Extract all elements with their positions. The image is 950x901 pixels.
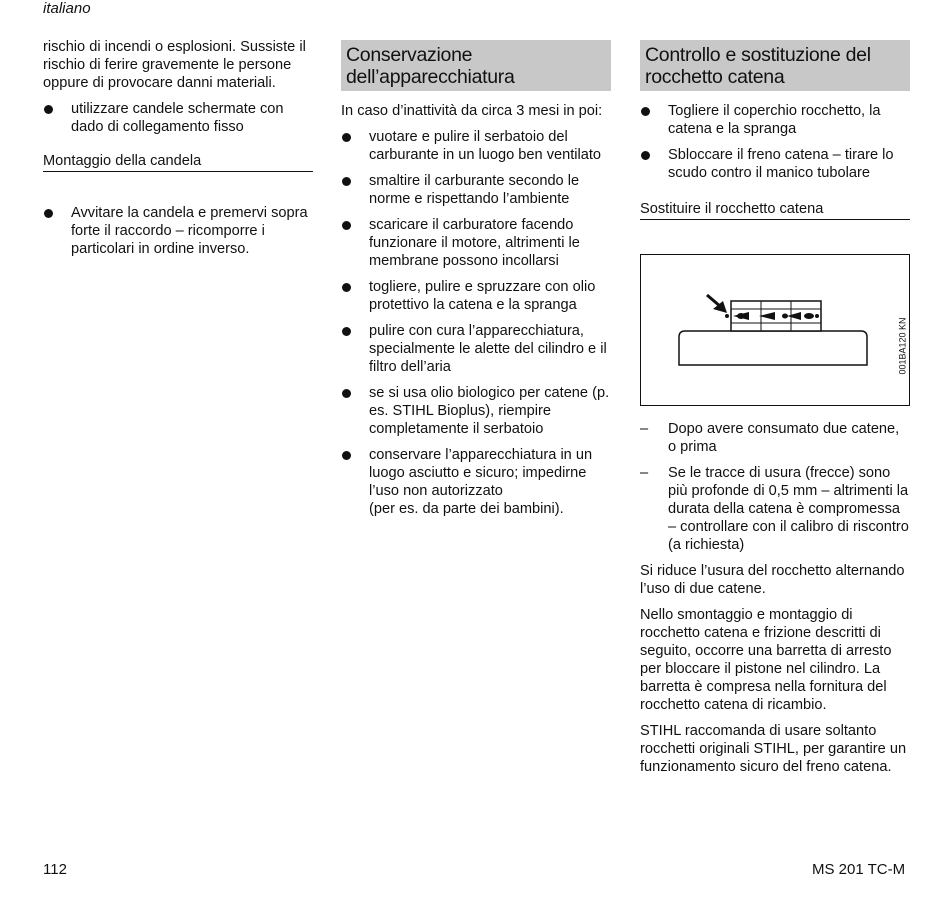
list-item: Sbloccare il freno catena – tirare lo scudo contro il manico tubolare: [640, 146, 910, 182]
sprocket-wear-illustration: [640, 254, 910, 406]
list-item: smaltire il carburante secondo le norme e rispettando l’ambiente: [341, 172, 611, 208]
paragraph: Nello smontaggio e montaggio di rocchetto catena e frizione descritti di seguito, occorre una barretta di arresto per bloccare il pistone nel cilindro. La barretta è compresa nella fornitura del rocchetto catena di ricambio.: [640, 607, 892, 713]
paragraph: Si riduce l’usura del rocchetto alternando l’uso di due catene.: [640, 563, 905, 597]
list-item: conservare l’apparecchiatura in un luogo asciutto e sicuro; impedirne l’uso non autorizzato (per es. da parte dei bambini).: [341, 446, 611, 518]
model-label: MS 201 TC-M: [812, 861, 906, 878]
list-item: pulire con cura l’apparecchiatura, specialmente le alette del cilindro e il filtro dell’aria: [341, 322, 611, 376]
list-item: – Dopo avere consumato due catene, o prima: [640, 420, 910, 456]
language-label: italiano: [43, 0, 91, 17]
paragraph: In caso d’inattività da circa 3 mesi in poi:: [341, 103, 603, 119]
list-item: vuotare e pulire il serbatoio del carburante in un luogo ben ventilato: [341, 128, 611, 164]
page-number: 112: [43, 861, 67, 878]
column-middle: [341, 38, 611, 526]
column-right: [640, 38, 910, 784]
column-left: [43, 38, 313, 266]
sprocket-diagram: [641, 255, 908, 403]
list-item: Avvitare la candela e premervi sopra forte il raccordo – ricomporre i particolari in ordine inverso.: [43, 204, 313, 258]
bullet-list: [640, 102, 910, 182]
section-heading-sprocket: Controllo e sostituzione del rocchetto catena: [640, 40, 910, 91]
bullet-list: [43, 204, 313, 258]
list-item: se si usa olio biologico per catene (p. es. STIHL Bioplus), riempire completamente il serbatoio: [341, 384, 611, 438]
list-item: scaricare il carburatore facendo funzionare il motore, altrimenti le membrane possono incollarsi: [341, 216, 611, 270]
subheading-replace-sprocket: Sostituire il rocchetto catena: [640, 200, 910, 220]
list-item: – Se le tracce di usura (frecce) sono più profonde di 0,5 mm – altrimenti la durata della catena è compromessa – controllare con il calibro di riscontro (a richiesta): [640, 464, 910, 554]
paragraph: rischio di incendi o esplosioni. Sussiste il rischio di ferire gravemente le persone oppure di provocare danni materiali.: [43, 39, 306, 91]
paragraph: STIHL raccomanda di usare soltanto rocchetti originali STIHL, per garantire un funzionamento sicuro del freno catena.: [640, 723, 907, 775]
list-item: utilizzare candele schermate con dado di collegamento fisso: [43, 100, 313, 136]
list-item: togliere, pulire e spruzzare con olio protettivo la catena e la spranga: [341, 278, 611, 314]
section-heading-storage: Conservazione dell’apparecchiatura: [341, 40, 611, 91]
list-item: Togliere il coperchio rocchetto, la catena e la spranga: [640, 102, 910, 138]
bullet-list: [43, 100, 313, 136]
bullet-list: [341, 128, 611, 518]
subheading-spark-plug-mounting: Montaggio della candela: [43, 152, 313, 172]
figure-code: 001BA120 KN: [897, 317, 908, 375]
dash-list: [640, 420, 910, 554]
